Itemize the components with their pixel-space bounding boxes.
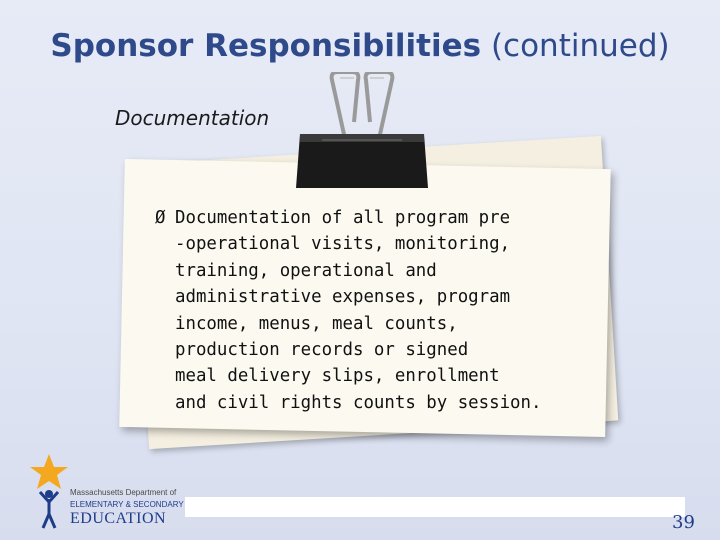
bullet-text: Documentation of all program pre -operational visits, monitoring, training, operational and administrative expenses, program income, menus, meal counts, production records or signed meal delivery slips, enrollment and civil rights counts by session. bbox=[175, 208, 542, 413]
logo-text-line2: ELEMENTARY & SECONDARY bbox=[70, 500, 184, 509]
title-main: Sponsor Responsibilities bbox=[50, 28, 482, 64]
list-item bbox=[155, 205, 575, 416]
page-number: 39 bbox=[672, 512, 695, 533]
arrow-bullet-icon: Ø bbox=[155, 208, 166, 228]
logo-text-line3: EDUCATION bbox=[70, 510, 167, 527]
binder-clip-icon bbox=[292, 72, 432, 190]
logo-text-line1: Massachusetts Department of bbox=[70, 488, 177, 497]
star-figure-icon bbox=[28, 452, 70, 532]
subheading: Documentation bbox=[115, 106, 270, 130]
footer-bar bbox=[185, 497, 685, 517]
title-continued: (continued) bbox=[490, 28, 670, 64]
bullet-list bbox=[155, 205, 575, 416]
dese-logo bbox=[28, 452, 188, 532]
slide-title bbox=[0, 28, 720, 64]
